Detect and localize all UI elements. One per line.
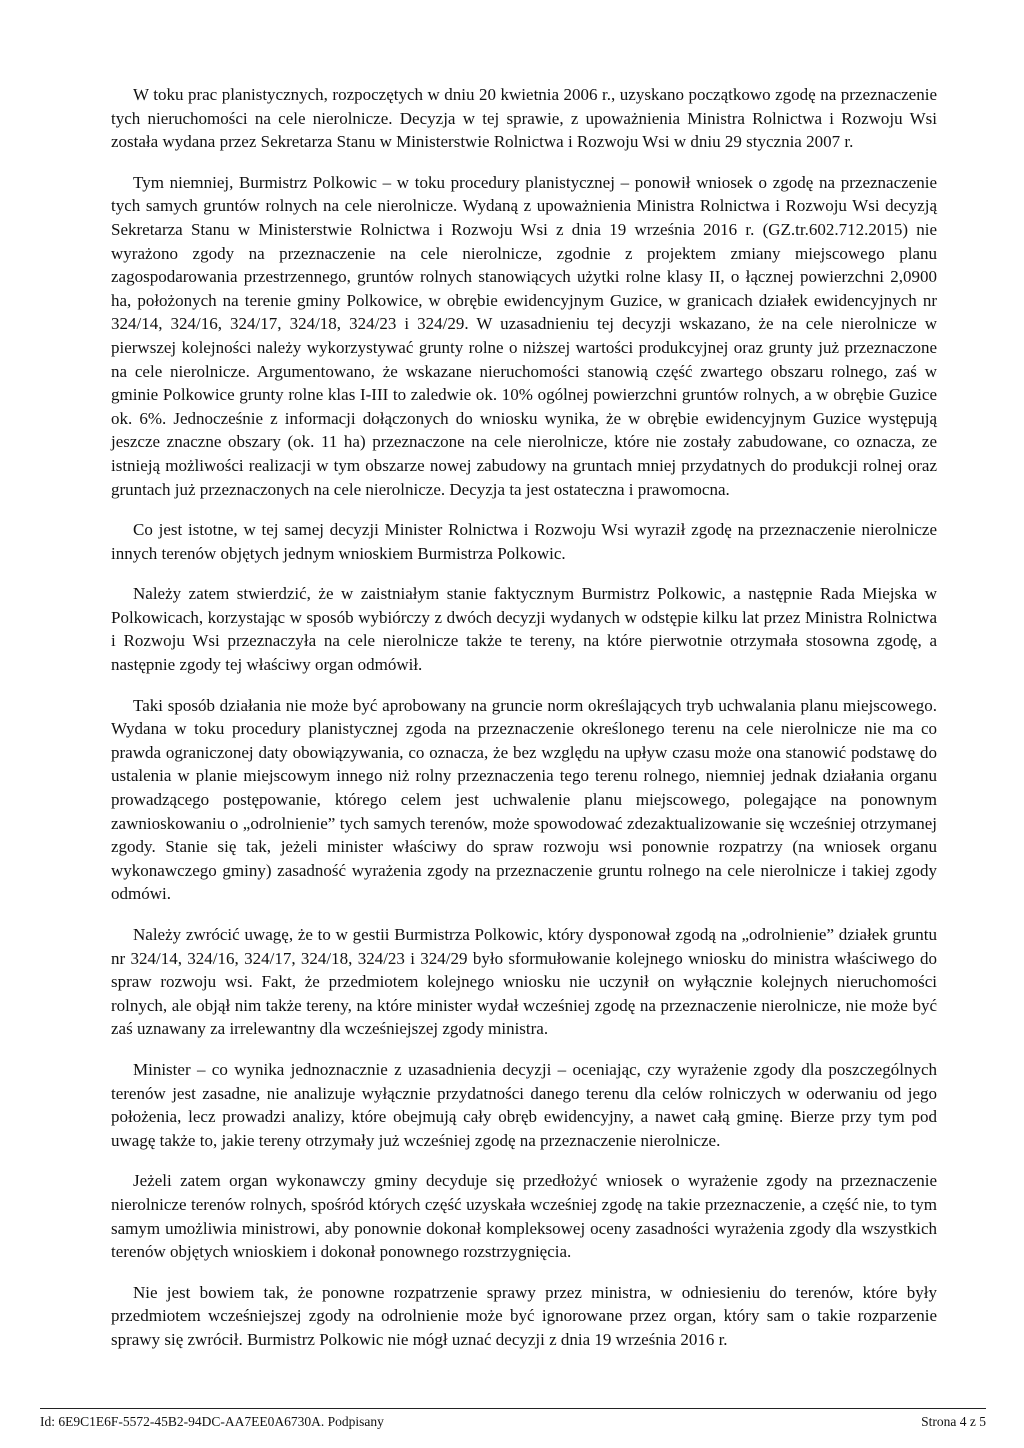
page-footer — [40, 1408, 986, 1431]
paragraph-4: Należy zatem stwierdzić, że w zaistniałym stanie faktycznym Burmistrz Polkowic, a następnie Rada Miejska w Polkowicach, korzystając w sposób wybiórczy z dwóch decyzji wydanych w odstępie kilku lat przez Ministra Rolnictwa i Rozwoju Wsi przeznaczyła na cele nierolnicze także te tereny, na które pierwotnie otrzymała stosowna zgodę, a następnie zgody tej właściwy organ odmówił. — [111, 584, 937, 675]
document-body — [111, 83, 937, 1352]
paragraph-5: Taki sposób działania nie może być aprobowany na gruncie norm określających tryb uchwalania planu miejscowego. Wydana w toku procedury planistycznej zgoda na przeznaczenie określonego terenu na cele nierolnicze nie ma co prawda ograniczonej daty obowiązywania, co oznacza, że bez względu na upływ czasu może ona stanowić podstawę do ustalenia w planie miejscowym innego niż rolny przeznaczenia tego terenu rolnego, niemniej jednak działania organu prowadzącego postępowanie, którego celem jest uchwalenie planu miejscowego, polegające na ponownym zawnioskowaniu o „odrolnienie” tych samych terenów, może spowodować zdezaktualizowanie się wcześniej otrzymanej zgody. Stanie się tak, jeżeli minister właściwy do spraw rozwoju wsi ponownie rozpatrzy (na wniosek organu wykonawczego gminy) zasadność wyrażenia zgody na przeznaczenie gruntu rolnego na cele nierolnicze i takiej zgody odmówi. — [111, 695, 937, 904]
paragraph-8: Jeżeli zatem organ wykonawczy gminy decyduje się przedłożyć wniosek o wyrażenie zgody na przeznaczenie nierolnicze terenów rolnych, spośród których część uzyskała wcześniej zgodę na takie przeznaczenie, a część nie, to tym samym umożliwia ministrowi, aby ponownie dokonał kompleksowej oceny zasadności wyrażenia zgody dla wszystkich terenów objętych wnioskiem i dokonał ponownego rozstrzygnięcia. — [111, 1171, 937, 1262]
paragraph-7: Minister – co wynika jednoznacznie z uzasadnienia decyzji – oceniając, czy wyrażenie zgody dla poszczególnych terenów jest zasadne, nie analizuje wyłącznie przydatności danego terenu dla celów rolniczych w oderwaniu od jego położenia, lecz prowadzi analizy, które obejmują cały obręb ewidencyjny, a nawet całą gminę. Bierze przy tym pod uwagę także to, jakie tereny otrzymały już wcześniej zgodę na przeznaczenie nierolnicze. — [111, 1059, 937, 1150]
paragraph-2: Tym niemniej, Burmistrz Polkowic – w toku procedury planistycznej – ponowił wniosek o zgodę na przeznaczenie tych samych gruntów rolnych na cele nierolnicze. Wydaną z upoważnienia Ministra Rolnictwa i Rozwoju Wsi decyzją Sekretarza Stanu w Ministerstwie Rolnictwa i Rozwoju Wsi z dnia 19 września 2016 r. (GZ.tr.602.712.2015) nie wyrażono zgody na przeznaczenie na cele nierolnicze, zgodnie z projektem zmiany miejscowego planu zagospodarowania przestrzennego, gruntów rolnych stanowiących użytki rolne klasy II, o łącznej powierzchni 2,0900 ha, położonych na terenie gminy Polkowice, w obrębie ewidencyjnym Guzice, w granicach działek ewidencyjnych nr 324/14, 324/16, 324/17, 324/18, 324/23 i 324/29. W uzasadnieniu tej decyzji wskazano, że na cele nierolnicze w pierwszej kolejności należy wykorzystywać grunty rolne o niższej wartości produkcyjnej oraz grunty już przeznaczone na cele nierolnicze. Argumentowano, że wskazane nieruchomości stanowią część zwartego obszaru rolnego, zaś w gminie Polkowice grunty rolne klas I-III to zaledwie ok. 10% ogólnej powierzchni gruntów rolnych, a w obrębie Guzice ok. 6%. Jednocześnie z informacji dołączonych do wniosku wynika, że w obrębie ewidencyjnym Guzice występują jeszcze znaczne obszary (ok. 11 ha) przeznaczone na cele nierolnicze, które nie zostały zabudowane, co oznacza, ze istnieją możliwości realizacji w tym obszarze nowej zabudowy na gruntach mniej przydatnych do produkcji rolnej oraz gruntach już przeznaczonych na cele nierolnicze. Decyzja ta jest ostateczna i prawomocna. — [111, 172, 937, 499]
paragraph-9: Nie jest bowiem tak, że ponowne rozpatrzenie sprawy przez ministra, w odniesieniu do terenów, które były przedmiotem wcześniejszej zgody na odrolnienie może być ignorowane przez organ, który sam o takie rozparzenie sprawy się zwrócił. Burmistrz Polkowic nie mógł uznać decyzji z dnia 19 września 2016 r. — [111, 1282, 937, 1349]
document-id: Id: 6E9C1E6F-5572-45B2-94DC-AA7EE0A6730A. Podpisany — [40, 1414, 384, 1429]
paragraph-3: Co jest istotne, w tej samej decyzji Minister Rolnictwa i Rozwoju Wsi wyraził zgodę na przeznaczenie nierolnicze innych terenów objętych jednym wnioskiem Burmistrza Polkowic. — [111, 520, 937, 563]
paragraph-1: W toku prac planistycznych, rozpoczętych w dniu 20 kwietnia 2006 r., uzyskano początkowo zgodę na przeznaczenie tych nieruchomości na cele nierolnicze. Decyzja w tej sprawie, z upoważnienia Ministra Rolnictwa i Rozwoju Wsi została wydana przez Sekretarza Stanu w Ministerstwie Rolnictwa i Rozwoju Wsi w dniu 29 stycznia 2007 r. — [111, 85, 937, 152]
page-number: Strona 4 z 5 — [921, 1414, 986, 1429]
paragraph-6: Należy zwrócić uwagę, że to w gestii Burmistrza Polkowic, który dysponował zgodą na „odrolnienie” działek gruntu nr 324/14, 324/16, 324/17, 324/18, 324/23 i 324/29 było sformułowanie kolejnego wniosku do ministra właściwego do spraw rozwoju wsi. Fakt, że przedmiotem kolejnego wniosku nie uczynił on wyłącznie kolejnych nieruchomości rolnych, ale objął nim także tereny, na które minister wydał wcześniej zgodę na przeznaczenie nierolnicze, nie może być zaś uznawany za irrelewantny dla wcześniejszej zgody ministra. — [111, 925, 937, 1039]
